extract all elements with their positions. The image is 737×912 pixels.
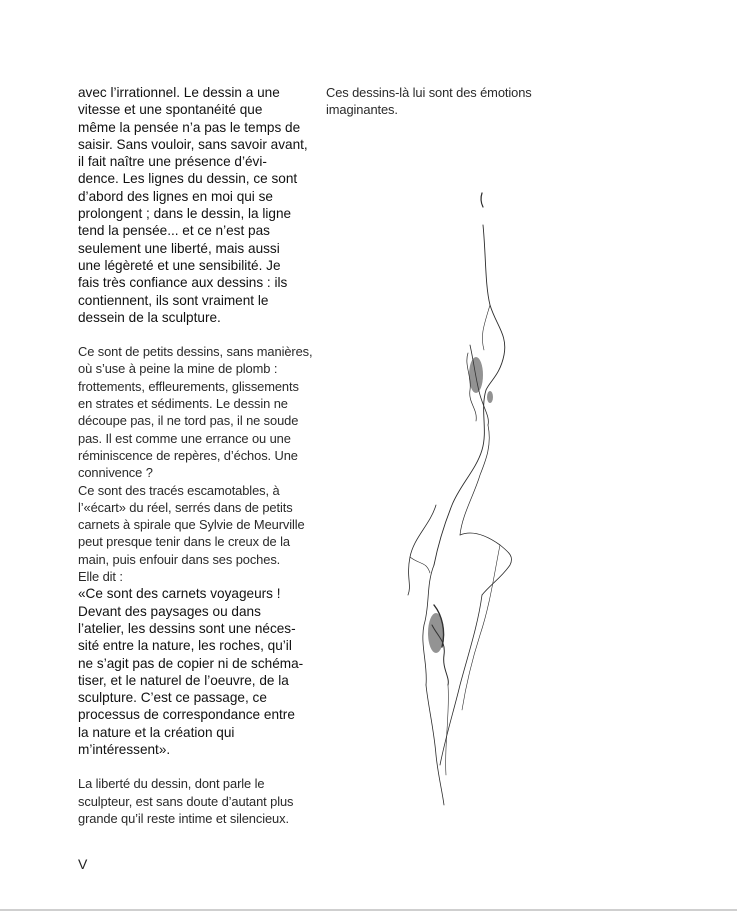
text-line: Devant des paysages ou dans <box>78 603 261 619</box>
drawing-stroke <box>460 533 512 595</box>
text-line: connivence ? <box>78 465 153 481</box>
text-line: «Ce sont des carnets voyageurs ! <box>78 586 281 602</box>
text-line: découpe pas, il ne tord pas, il ne soude <box>78 413 299 429</box>
text-line: contiennent, ils sont vraiment le <box>78 292 269 308</box>
text-line: il fait naître une présence d’évi- <box>78 154 267 170</box>
paragraph-gap <box>78 326 306 343</box>
text-line: sculpture. C’est ce passage, ce <box>78 690 267 706</box>
bottom-rule <box>0 909 737 911</box>
paragraph-3 <box>78 775 306 827</box>
text-line: vitesse et une spontanéité que <box>78 102 263 118</box>
text-line: sité entre la nature, les roches, qu’il <box>78 638 292 654</box>
text-line: sculpteur, est sans doute d’autant plus <box>78 793 294 809</box>
text-line: réminiscence de repères, d’échos. Une <box>78 447 298 463</box>
text-line: la nature et la création qui <box>78 724 235 740</box>
text-line: processus de correspondance entre <box>78 707 295 723</box>
text-line: tend la pensée... et ce n’est pas <box>78 223 270 239</box>
text-line: seulement une liberté, mais aussi <box>78 240 280 256</box>
drawing-texture <box>428 357 493 653</box>
text-line: Ce sont des tracés escamotables, à <box>78 482 280 498</box>
text-line: fais très confiance aux dessins : ils <box>78 275 288 291</box>
text-line: l’«écart» du réel, serrés dans de petits <box>78 499 293 515</box>
drawing-stroke <box>482 305 490 350</box>
text-line: prolongent ; dans le dessin, la ligne <box>78 206 292 222</box>
drawing-stroke <box>426 685 444 805</box>
text-line: pas. Il est comme une errance ou une <box>78 430 291 446</box>
text-line: ne s’agit pas de copier ni de schéma- <box>78 655 304 671</box>
paragraph-2 <box>78 343 313 585</box>
right-column <box>326 84 556 119</box>
drawing-stroke <box>462 545 500 710</box>
drawing-mark <box>487 391 493 403</box>
left-column <box>78 84 313 827</box>
text-line: saisir. Sans vouloir, sans savoir avant, <box>78 136 308 152</box>
text-line: dence. Les lignes du dessin, ce sont <box>78 171 298 187</box>
text-line: Elle dit : <box>78 569 123 585</box>
drawing-stroke <box>481 193 483 207</box>
caption <box>326 84 556 119</box>
text-line: avec l’irrationnel. Le dessin a une <box>78 85 280 100</box>
page-number: V <box>78 856 88 872</box>
text-line: tiser, et le naturel de l’oeuvre, de la <box>78 672 289 688</box>
text-line: La liberté du dessin, dont parle le <box>78 776 265 792</box>
drawing-stroke <box>408 505 436 595</box>
drawing-stroke <box>410 557 430 573</box>
text-line: grande qu’il reste intime et silencieux. <box>78 810 289 826</box>
drawing-stroke <box>483 225 505 390</box>
text-line: dessein de la sculpture. <box>78 309 221 325</box>
text-line: Ces dessins-là lui sont des émotions <box>326 85 532 100</box>
text-line: frottements, effleurements, glissements <box>78 378 299 394</box>
pencil-drawing <box>390 185 530 815</box>
text-line: même la pensée n’a pas le temps de <box>78 119 301 135</box>
quote-block <box>78 585 306 758</box>
text-line: d’abord des lignes en moi qui se <box>78 188 273 204</box>
drawing-mark <box>428 613 444 653</box>
text-line: imaginantes. <box>326 102 398 118</box>
paragraph-1 <box>78 84 306 326</box>
drawing-stroke <box>434 390 486 565</box>
paragraph-gap <box>78 758 306 775</box>
text-line: peut presque tenir dans le creux de la <box>78 534 290 550</box>
text-line: Ce sont de petits dessins, sans manières, <box>78 344 313 360</box>
text-line: main, puis enfouir dans ses poches. <box>78 551 281 567</box>
drawing-stroke <box>460 425 489 535</box>
text-line: l’atelier, les dessins sont une néces- <box>78 620 296 636</box>
text-line: m’intéressent». <box>78 741 171 757</box>
text-line: carnets à spirale que Sylvie de Meurville <box>78 517 305 533</box>
text-line: une légèreté et une sensibilité. Je <box>78 257 281 273</box>
text-line: en strates et sédiments. Le dessin ne <box>78 396 288 412</box>
drawing-mark <box>469 357 483 393</box>
text-line: où s’use à peine la mine de plomb : <box>78 361 278 377</box>
